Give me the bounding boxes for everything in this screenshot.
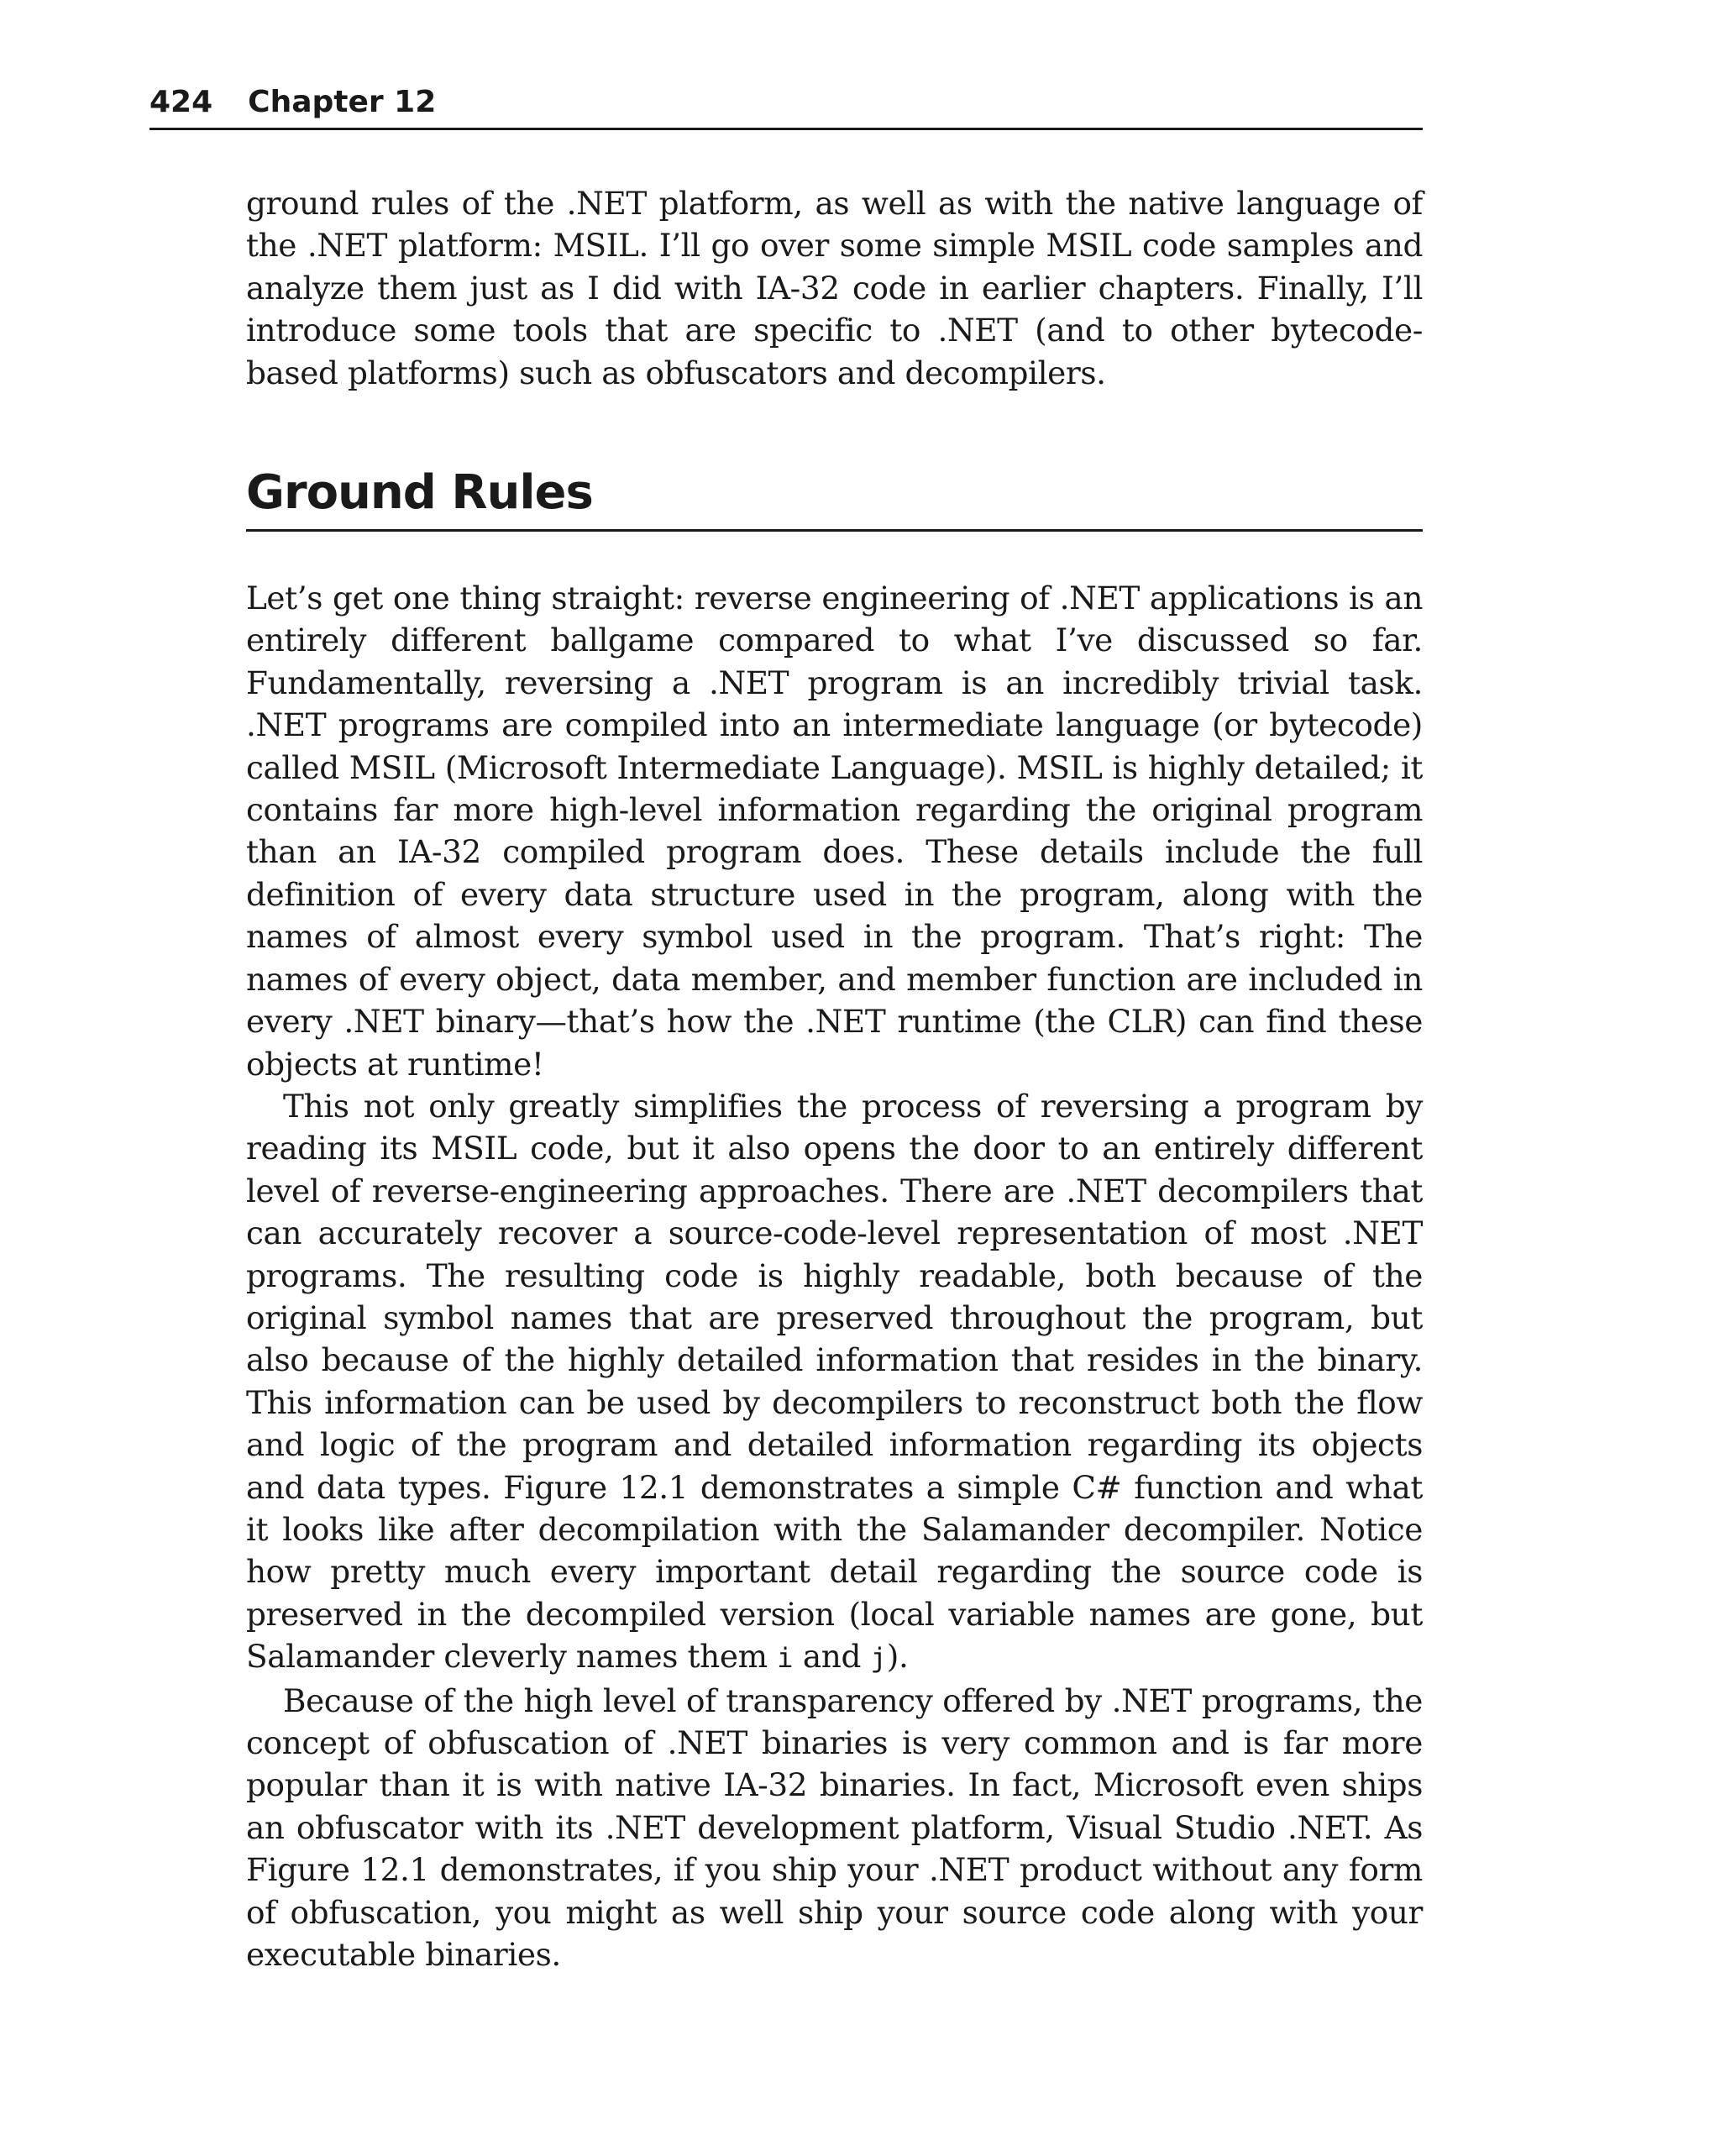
inline-code-j: j (870, 1642, 887, 1675)
paragraph-2-connector: and (793, 1638, 871, 1676)
chapter-label: Chapter 12 (248, 85, 437, 119)
body-paragraph-3: Because of the high level of transparency offered by .NET programs, the concept of obfuscation of .NET binaries is very common and is far more popular than it is with native IA-32 binaries. In fact, Microsoft even ships an obfuscator with its .NET development platform, Visual Studio .NET. As Figure 12.1 demonstrates, if you ship your .NET product without any form of obfuscation, you might as well ship your source code along with your executable binaries. (246, 1681, 1423, 1974)
body-paragraph-2 (246, 1085, 1423, 1680)
running-head (149, 81, 1423, 130)
paragraph-2-ending: ). (886, 1638, 909, 1676)
inline-code-i: i (777, 1642, 794, 1675)
page-body (246, 182, 1423, 1975)
body-paragraph-1: Let’s get one thing straight: reverse engineering of .NET applications is an entirely different ballgame compared to what I’ve discussed so far. Fundamentally, reversing a .NET program is an incredibly trivial task. .NET programs are compiled into an intermediate language (or bytecode) called MSIL (Microsoft Intermediate Language). MSIL is highly detailed; it contains far more high-level information regarding the original program than an IA-32 compiled program does. These details include the full definition of every data structure used in the program, along with the names of almost every symbol used in the program. That’s right: The names of every object, data member, and member function are included in every .NET binary—that’s how the .NET runtime (the CLR) can find these objects at runtime! (246, 580, 1423, 1083)
page-number: 424 (149, 85, 213, 119)
section-heading: Ground Rules (246, 465, 1423, 532)
paragraph-2-text: This not only greatly simplifies the process of reversing a program by reading its MSIL code, but it also opens the door to an entirely different level of reverse-engineering approaches. There are .NET decompilers that can accurately recover a source-code-level representation of most .NET programs. The resulting code is highly readable, both because of the original symbol names that are preserved throughout the program, but also because of the highly detailed information that resides in the binary. This information can be used by decompilers to reconstruct both the flow and logic of the program and detailed information regarding its objects and data types. Figure 12.1 demonstrates a simple C# function and what it looks like after decompilation with the Salamander decompiler. Notice how pretty much every important detail regarding the source code is preserved in the decompiled version (local variable names are gone, but Salamander cleverly names them (246, 1087, 1423, 1676)
intro-paragraph: ground rules of the .NET platform, as well as with the native language of the .NET platform: MSIL. I’ll go over some simple MSIL code samples and analyze them just as I did with IA-32 code in earlier chapters. Finally, I’ll introduce some tools that are specific to .NET (and to other bytecode-based platforms) such as obfuscators and decompilers. (246, 185, 1423, 391)
